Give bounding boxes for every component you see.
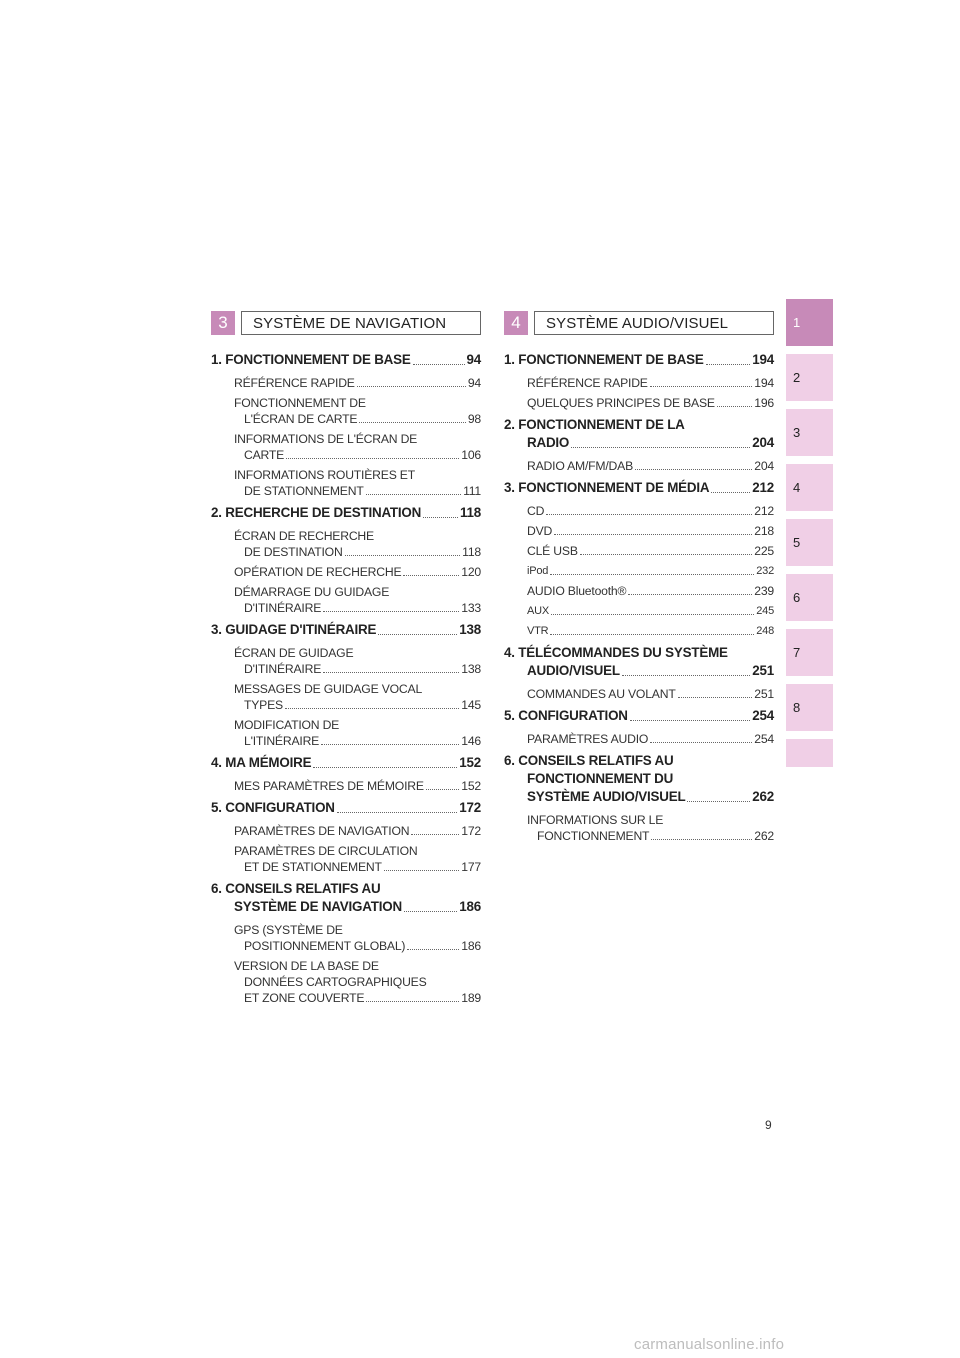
chapter-items <box>504 375 774 411</box>
toc-line <box>527 458 774 474</box>
chapter-items <box>211 823 481 875</box>
chapter-items <box>211 375 481 499</box>
toc-line <box>234 447 481 463</box>
toc-line-text: PARAMÈTRES AUDIO <box>527 732 649 746</box>
dot-leader <box>337 812 457 813</box>
chapter-tab-blank[interactable] <box>786 739 833 767</box>
toc-line <box>234 564 481 580</box>
toc-line-text: DONNÉES CARTOGRAPHIQUES <box>244 975 427 989</box>
toc-line <box>527 828 774 844</box>
page-ref[interactable]: 204 <box>752 435 774 450</box>
page-ref[interactable]: 262 <box>754 829 774 843</box>
toc-line-text: 6. CONSEILS RELATIFS AU <box>211 881 381 896</box>
toc-line-text: MODIFICATION DE <box>234 718 340 732</box>
toc-line-text: TYPES <box>244 698 283 712</box>
toc-line <box>211 504 481 522</box>
page-ref[interactable]: 254 <box>754 732 774 746</box>
toc-line-text: MES PARAMÈTRES DE MÉMOIRE <box>234 779 424 793</box>
toc-line-text: INFORMATIONS DE L'ÉCRAN DE <box>234 432 418 446</box>
dot-leader <box>706 364 751 365</box>
toc-entry[interactable] <box>234 467 481 499</box>
toc-chapter <box>211 799 481 875</box>
toc-line-text: RADIO AM/FM/DAB <box>527 459 634 473</box>
toc-entry[interactable] <box>234 681 481 713</box>
toc-line <box>527 623 774 639</box>
page-ref[interactable]: 94 <box>466 352 481 367</box>
dot-leader <box>687 801 750 802</box>
toc-line-text: ÉCRAN DE GUIDAGE <box>234 646 354 660</box>
toc-line <box>234 681 481 697</box>
toc-line-text: PARAMÈTRES DE CIRCULATION <box>234 844 418 858</box>
chapter-title[interactable] <box>211 504 481 522</box>
toc-line <box>504 351 774 369</box>
toc-line <box>504 707 774 725</box>
page-ref[interactable]: 189 <box>461 991 481 1005</box>
page-ref[interactable]: 98 <box>467 412 481 426</box>
toc-entry[interactable] <box>234 431 481 463</box>
toc-line-text: 3. FONCTIONNEMENT DE MÉDIA <box>504 480 710 495</box>
page-ref[interactable]: 248 <box>756 625 774 637</box>
dot-leader <box>678 697 753 698</box>
toc-line-text: 1. FONCTIONNEMENT DE BASE <box>504 352 704 367</box>
dot-leader <box>404 911 457 912</box>
toc-line <box>234 922 481 938</box>
toc-line-text: GPS (SYSTÈME DE <box>234 923 343 937</box>
toc-line <box>234 661 481 677</box>
dot-leader <box>411 834 459 835</box>
chapter-items <box>211 922 481 1006</box>
chapter-items <box>504 458 774 474</box>
toc-line-text: 1. FONCTIONNEMENT DE BASE <box>211 352 411 367</box>
toc-chapter <box>504 416 774 474</box>
chapter-tab-4[interactable]: 4 <box>786 464 833 511</box>
toc-line-text: DE STATIONNEMENT <box>244 484 364 498</box>
toc-line-text: VERSION DE LA BASE DE <box>234 959 379 973</box>
page-ref[interactable]: 94 <box>467 376 481 390</box>
toc-line <box>211 754 481 772</box>
toc-line-text: 2. RECHERCHE DE DESTINATION <box>211 505 422 520</box>
toc-chapter <box>504 752 774 844</box>
toc-column-audio <box>504 311 774 848</box>
page-ref[interactable]: 212 <box>752 480 774 495</box>
toc-chapter <box>211 754 481 794</box>
toc-line <box>527 395 774 411</box>
chapter-list <box>211 351 481 1006</box>
page-ref[interactable]: 146 <box>461 734 481 748</box>
chapter-tab-1[interactable]: 1 <box>786 299 833 346</box>
toc-line <box>234 431 481 447</box>
dot-leader <box>711 492 750 493</box>
toc-line-text: SYSTÈME AUDIO/VISUEL <box>527 789 686 804</box>
toc-line <box>504 662 774 680</box>
toc-line-text: CARTE <box>244 448 285 462</box>
toc-line-text: 6. CONSEILS RELATIFS AU <box>504 753 674 768</box>
page-ref[interactable]: 138 <box>459 622 481 637</box>
dot-leader <box>286 458 459 459</box>
chapter-items <box>504 503 774 639</box>
dot-leader <box>323 672 459 673</box>
chapter-tab-6[interactable]: 6 <box>786 574 833 621</box>
chapter-title[interactable] <box>504 644 774 680</box>
toc-line <box>234 717 481 733</box>
toc-line-text: ÉCRAN DE RECHERCHE <box>234 529 374 543</box>
dot-leader <box>630 720 750 721</box>
dot-leader <box>622 675 750 676</box>
toc-entry[interactable] <box>527 583 774 599</box>
toc-line-text: INFORMATIONS SUR LE <box>527 813 664 827</box>
toc-line <box>234 544 481 560</box>
chapter-title[interactable] <box>211 799 481 817</box>
toc-line-text: AUX <box>527 605 550 617</box>
toc-line <box>234 974 481 990</box>
toc-line <box>234 778 481 794</box>
dot-leader <box>650 742 752 743</box>
dot-leader <box>384 870 460 871</box>
chapter-title[interactable] <box>504 707 774 725</box>
page-ref[interactable]: 254 <box>752 708 774 723</box>
toc-line <box>211 351 481 369</box>
toc-entry[interactable] <box>527 731 774 747</box>
dot-leader <box>359 422 465 423</box>
page-ref[interactable]: 186 <box>461 939 481 953</box>
toc-line <box>234 395 481 411</box>
dot-leader <box>366 1001 459 1002</box>
dot-leader <box>650 386 753 387</box>
toc-line <box>527 731 774 747</box>
dot-leader <box>407 949 459 950</box>
toc-line <box>504 788 774 806</box>
page-ref[interactable]: 239 <box>754 584 774 598</box>
toc-entry[interactable] <box>234 922 481 954</box>
watermark: carmanualsonline.info <box>634 1336 785 1353</box>
toc-line-text: D'ITINÉRAIRE <box>244 601 322 615</box>
toc-chapter <box>211 621 481 749</box>
page-ref[interactable]: 133 <box>461 601 481 615</box>
toc-line-text: CD <box>527 504 545 518</box>
chapter-title[interactable] <box>211 351 481 369</box>
chapter-title[interactable] <box>504 351 774 369</box>
toc-line <box>234 843 481 859</box>
page-ref[interactable]: 152 <box>461 779 481 793</box>
toc-entry[interactable] <box>234 717 481 749</box>
section-number-badge: 4 <box>504 311 528 335</box>
page-ref[interactable]: 152 <box>459 755 481 770</box>
toc-line <box>504 770 774 788</box>
toc-entry[interactable] <box>527 563 774 579</box>
toc-line <box>527 583 774 599</box>
toc-entry[interactable] <box>527 395 774 411</box>
toc-line-text: 5. CONFIGURATION <box>504 708 628 723</box>
toc-line <box>527 686 774 702</box>
chapter-title[interactable] <box>211 880 481 916</box>
toc-entry[interactable] <box>234 564 481 580</box>
page-number: 9 <box>765 1118 772 1132</box>
chapter-items <box>211 645 481 749</box>
toc-line <box>234 823 481 839</box>
toc-line <box>234 733 481 749</box>
toc-entry[interactable] <box>234 395 481 427</box>
toc-entry[interactable] <box>527 812 774 844</box>
toc-entry[interactable] <box>234 584 481 616</box>
page-ref[interactable]: 245 <box>756 605 774 617</box>
toc-line-text: D'ITINÉRAIRE <box>244 662 322 676</box>
dot-leader <box>413 364 465 365</box>
section-header <box>504 311 774 335</box>
toc-line-text: RÉFÉRENCE RAPIDE <box>234 376 355 390</box>
toc-line-text: DVD <box>527 524 553 538</box>
toc-chapter <box>504 479 774 639</box>
dot-leader <box>313 767 457 768</box>
toc-line-text: POSITIONNEMENT GLOBAL) <box>244 939 406 953</box>
page-ref[interactable]: 172 <box>461 824 481 838</box>
toc-entry[interactable] <box>527 523 774 539</box>
toc-entry[interactable] <box>234 823 481 839</box>
toc-line <box>504 752 774 770</box>
page-ref[interactable]: 120 <box>461 565 481 579</box>
toc-line <box>527 563 774 579</box>
toc-line <box>234 528 481 544</box>
toc-chapter <box>211 351 481 499</box>
toc-chapter <box>211 880 481 1006</box>
dot-leader <box>357 386 466 387</box>
toc-line <box>234 375 481 391</box>
toc-line-text: L'ITINÉRAIRE <box>244 734 320 748</box>
toc-line <box>234 697 481 713</box>
section-header <box>211 311 481 335</box>
toc-entry[interactable] <box>527 686 774 702</box>
toc-line-text: MESSAGES DE GUIDAGE VOCAL <box>234 682 423 696</box>
toc-entry[interactable] <box>234 645 481 677</box>
toc-line <box>527 503 774 519</box>
toc-line-text: RADIO <box>527 435 570 450</box>
dot-leader <box>323 611 459 612</box>
section-title: SYSTÈME AUDIO/VISUEL <box>534 311 774 335</box>
toc-line-text: FONCTIONNEMENT <box>537 829 650 843</box>
toc-line <box>527 375 774 391</box>
dot-leader <box>571 447 750 448</box>
dot-leader <box>580 554 753 555</box>
toc-line <box>527 523 774 539</box>
toc-chapter <box>504 707 774 747</box>
dot-leader <box>635 469 752 470</box>
toc-line-text: INFORMATIONS ROUTIÈRES ET <box>234 468 415 482</box>
toc-line-text: QUELQUES PRINCIPES DE BASE <box>527 396 715 410</box>
chapter-items <box>504 686 774 702</box>
chapter-tab-8[interactable]: 8 <box>786 684 833 731</box>
toc-line <box>234 938 481 954</box>
toc-line-text: 5. CONFIGURATION <box>211 800 335 815</box>
toc-line-text: FONCTIONNEMENT DE <box>234 396 366 410</box>
dot-leader <box>717 406 752 407</box>
page-ref[interactable]: 118 <box>462 545 481 559</box>
toc-line <box>504 479 774 497</box>
toc-line <box>527 812 774 828</box>
toc-line <box>234 859 481 875</box>
toc-line <box>527 543 774 559</box>
toc-entry[interactable] <box>527 543 774 559</box>
toc-line <box>234 958 481 974</box>
section-title: SYSTÈME DE NAVIGATION <box>241 311 481 335</box>
toc-line <box>211 898 481 916</box>
toc-chapter <box>211 504 481 616</box>
toc-line-text: 4. TÉLÉCOMMANDES DU SYSTÈME <box>504 645 728 660</box>
chapter-tab-3[interactable]: 3 <box>786 409 833 456</box>
dot-leader <box>546 514 752 515</box>
dot-leader <box>403 575 459 576</box>
toc-line-text: ET DE STATIONNEMENT <box>244 860 382 874</box>
chapter-items <box>504 731 774 747</box>
page-ref[interactable]: 145 <box>461 698 481 712</box>
page-ref[interactable]: 251 <box>754 687 774 701</box>
page-ref[interactable]: 262 <box>752 789 774 804</box>
toc-entry[interactable] <box>527 375 774 391</box>
chapter-tab-7[interactable]: 7 <box>786 629 833 676</box>
chapter-tab-2[interactable]: 2 <box>786 354 833 401</box>
page-ref[interactable]: 138 <box>461 662 481 676</box>
dot-leader <box>366 494 461 495</box>
toc-line-text: AUDIO/VISUEL <box>527 663 620 678</box>
toc-line-text: COMMANDES AU VOLANT <box>527 687 676 701</box>
page-ref[interactable]: 251 <box>752 663 774 678</box>
page-ref[interactable]: 194 <box>752 352 774 367</box>
chapter-tab-5[interactable]: 5 <box>786 519 833 566</box>
toc-line <box>234 467 481 483</box>
toc-entry[interactable] <box>234 843 481 875</box>
toc-column-navigation <box>211 311 481 1010</box>
toc-line-text: PARAMÈTRES DE NAVIGATION <box>234 824 410 838</box>
toc-line <box>234 600 481 616</box>
chapter-tabs <box>786 299 833 775</box>
toc-line-text: iPod <box>527 565 549 577</box>
chapter-items <box>504 812 774 844</box>
toc-entry[interactable] <box>527 623 774 639</box>
toc-entry[interactable] <box>527 503 774 519</box>
dot-leader <box>551 614 754 615</box>
toc-line-text: 2. FONCTIONNEMENT DE LA <box>504 417 685 432</box>
dot-leader <box>423 517 458 518</box>
toc-line <box>211 880 481 898</box>
toc-line <box>234 645 481 661</box>
dot-leader <box>426 789 459 790</box>
chapter-title[interactable] <box>211 754 481 772</box>
toc-line <box>527 603 774 619</box>
page-ref[interactable]: 194 <box>754 376 774 390</box>
toc-line <box>234 411 481 427</box>
chapter-title[interactable] <box>211 621 481 639</box>
toc-line-text: OPÉRATION DE RECHERCHE <box>234 565 402 579</box>
toc-line <box>234 483 481 499</box>
page-ref[interactable]: 186 <box>459 899 481 914</box>
dot-leader <box>628 594 752 595</box>
chapter-title[interactable] <box>504 752 774 806</box>
dot-leader <box>345 555 461 556</box>
dot-leader <box>550 574 754 575</box>
toc-line-text: 4. MA MÉMOIRE <box>211 755 312 770</box>
page-ref[interactable]: 177 <box>461 860 481 874</box>
toc-entry[interactable] <box>234 778 481 794</box>
chapter-items <box>211 528 481 616</box>
toc-line-text: SYSTÈME DE NAVIGATION <box>234 899 402 914</box>
page-ref[interactable]: 118 <box>459 505 481 520</box>
dot-leader <box>321 744 459 745</box>
chapter-items <box>211 778 481 794</box>
toc-chapter <box>504 351 774 411</box>
chapter-title[interactable] <box>504 479 774 497</box>
toc-line <box>504 416 774 434</box>
toc-entry[interactable] <box>527 603 774 619</box>
toc-line <box>211 799 481 817</box>
toc-line-text: 3. GUIDAGE D'ITINÉRAIRE <box>211 622 377 637</box>
dot-leader <box>550 634 754 635</box>
page-ref[interactable]: 212 <box>754 504 774 518</box>
page-ref[interactable]: 225 <box>754 544 774 558</box>
section-number-badge: 3 <box>211 311 235 335</box>
toc-line <box>234 990 481 1006</box>
toc-line-text: FONCTIONNEMENT DU <box>527 771 674 786</box>
toc-line-text: RÉFÉRENCE RAPIDE <box>527 376 648 390</box>
toc-line-text: VTR <box>527 625 549 637</box>
toc-line-text: CLÉ USB <box>527 544 578 558</box>
dot-leader <box>378 634 457 635</box>
page-ref[interactable]: 106 <box>461 448 481 462</box>
page-ref[interactable]: 204 <box>754 459 774 473</box>
toc-line <box>234 584 481 600</box>
toc-line-text: L'ÉCRAN DE CARTE <box>244 412 358 426</box>
page-ref[interactable]: 172 <box>459 800 481 815</box>
chapter-title[interactable] <box>504 416 774 452</box>
toc-line-text: ET ZONE COUVERTE <box>244 991 365 1005</box>
page-ref[interactable]: 232 <box>756 565 774 577</box>
toc-line-text: DE DESTINATION <box>244 545 343 559</box>
toc-entry[interactable] <box>527 458 774 474</box>
chapter-list <box>504 351 774 844</box>
toc-entry[interactable] <box>234 528 481 560</box>
dot-leader <box>554 534 752 535</box>
dot-leader <box>651 839 752 840</box>
toc-chapter <box>504 644 774 702</box>
toc-line <box>504 644 774 662</box>
toc-line-text: AUDIO Bluetooth® <box>527 584 627 598</box>
toc-line <box>504 434 774 452</box>
page-ref[interactable]: 196 <box>754 396 774 410</box>
page-ref[interactable]: 111 <box>463 484 481 498</box>
page-ref[interactable]: 218 <box>754 524 774 538</box>
toc-line <box>211 621 481 639</box>
toc-line-text: DÉMARRAGE DU GUIDAGE <box>234 585 390 599</box>
dot-leader <box>285 708 459 709</box>
toc-entry[interactable] <box>234 958 481 1006</box>
toc-entry[interactable] <box>234 375 481 391</box>
